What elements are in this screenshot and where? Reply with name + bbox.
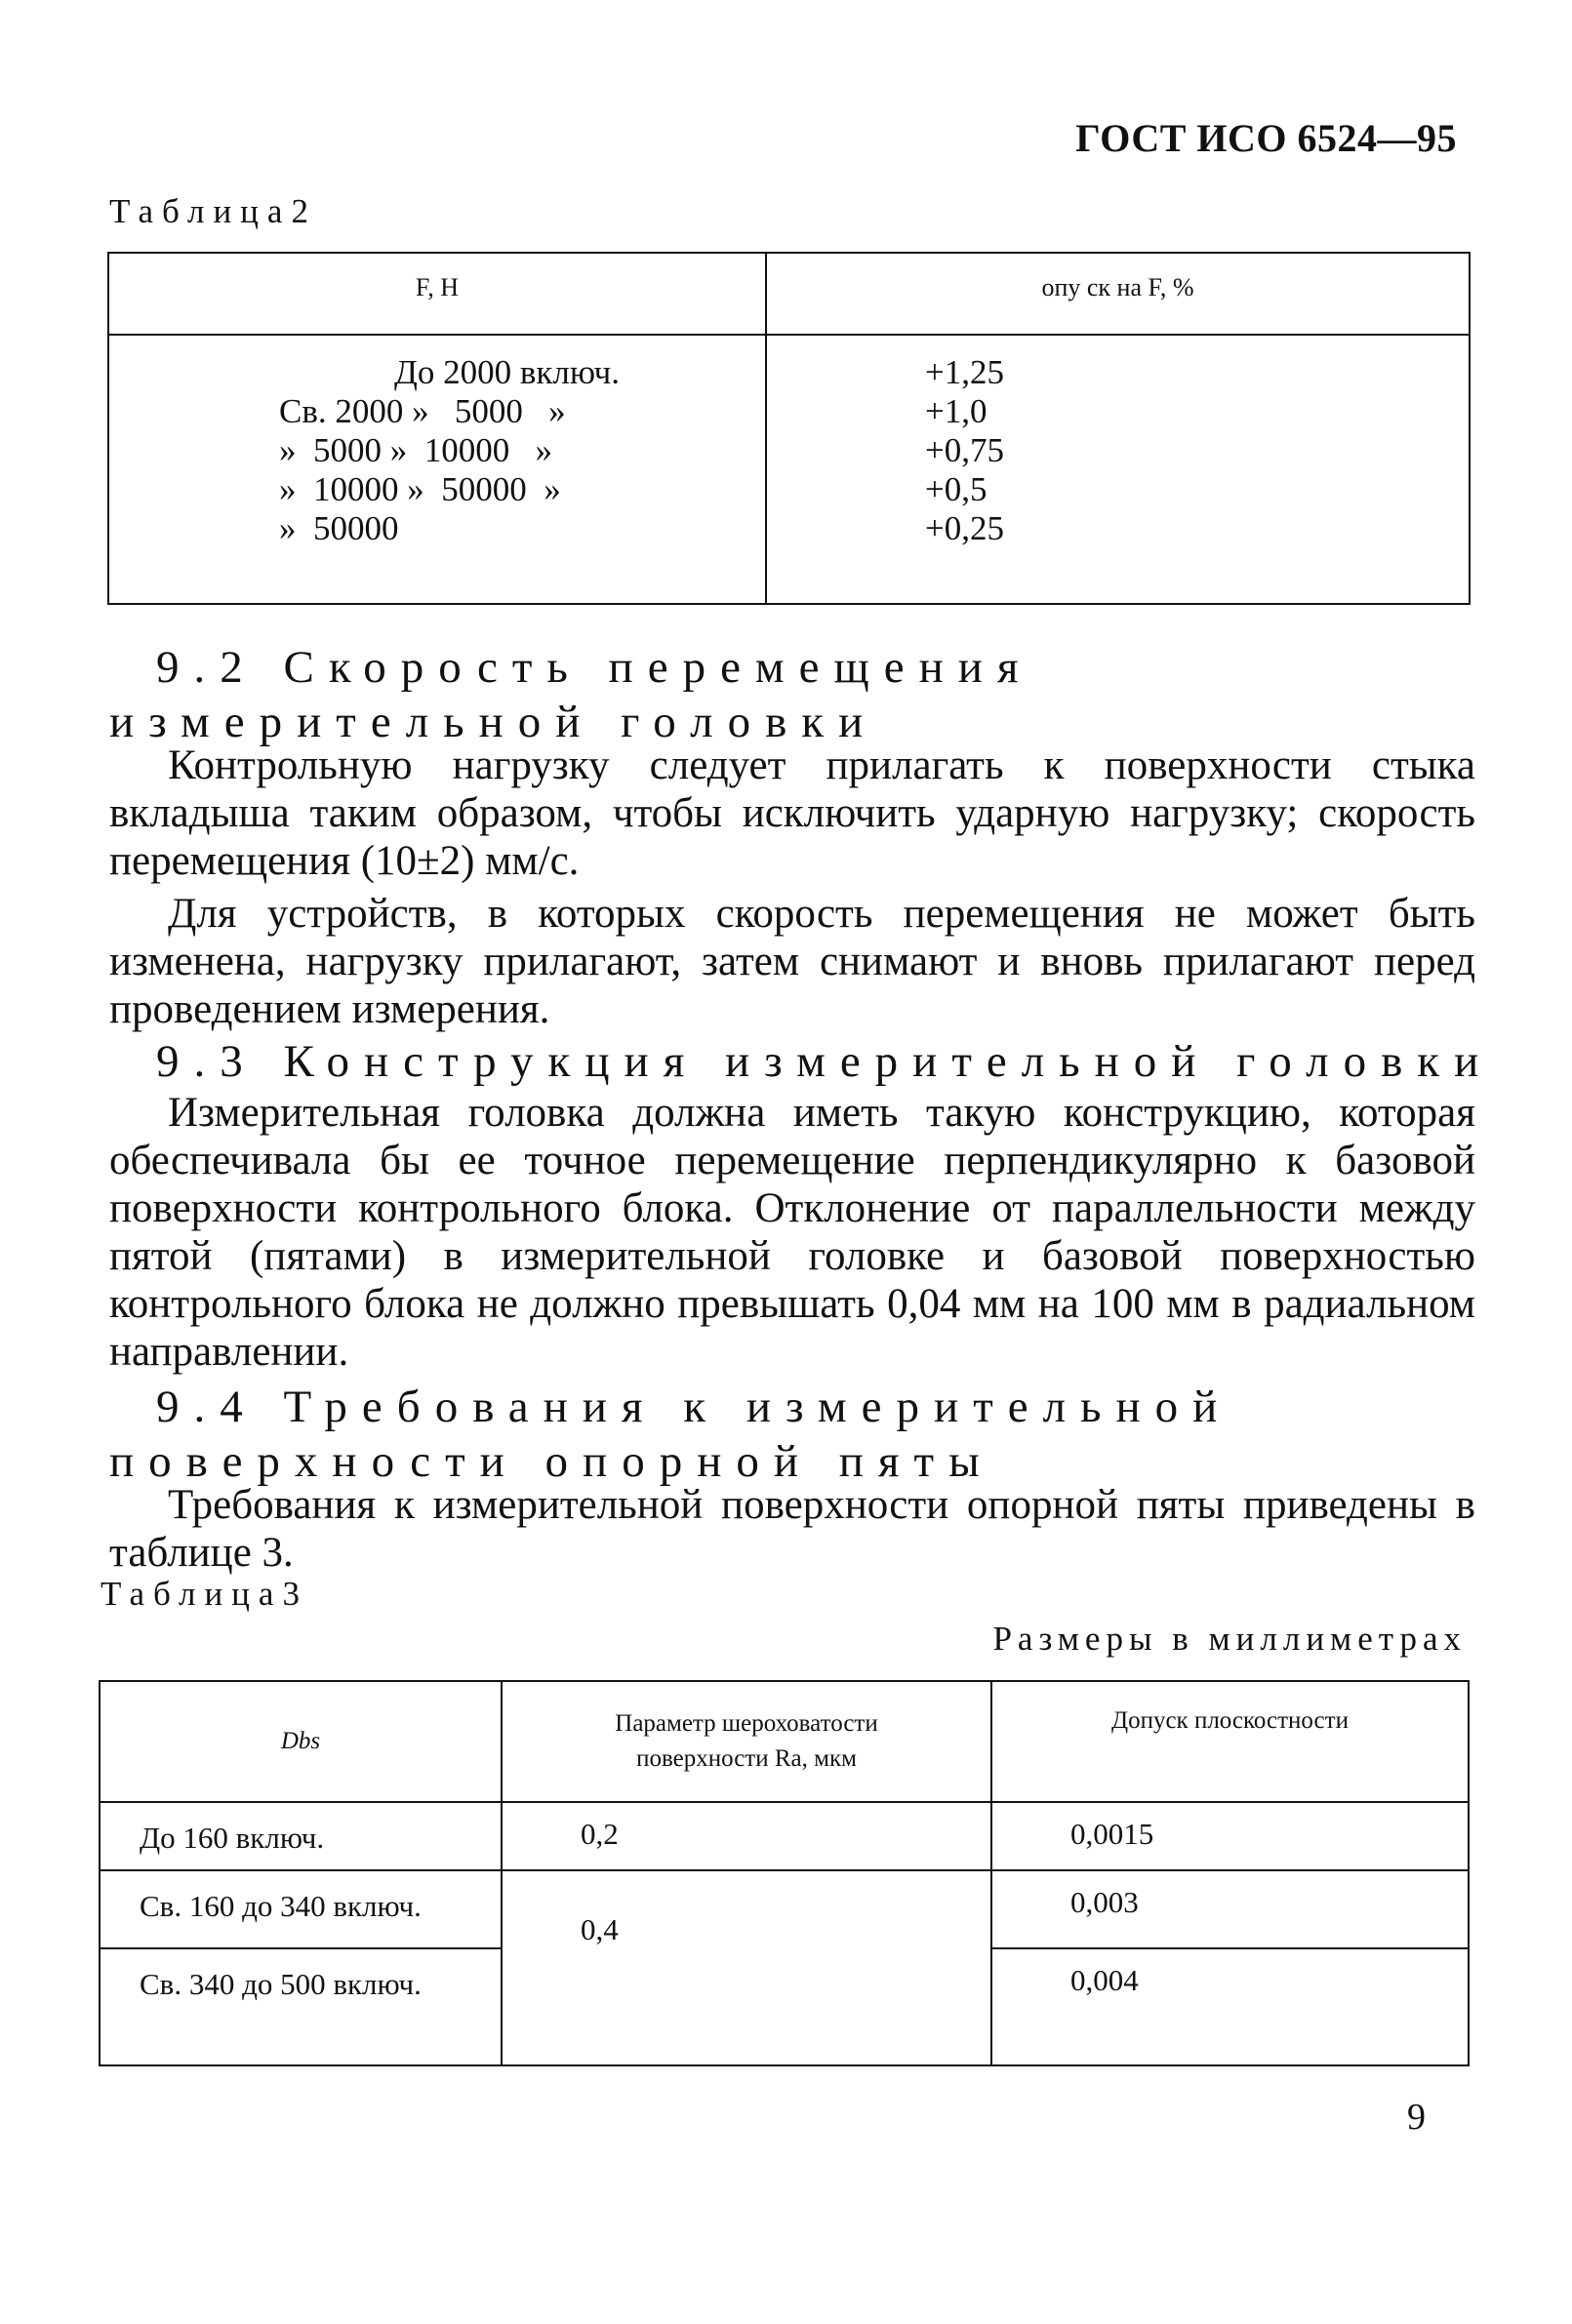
- section-9-3-heading: 9.3 Конструкция измерительной головки: [156, 1036, 1494, 1087]
- table3-cell-diameter: Св. 340 до 500 включ.: [100, 1948, 502, 2065]
- section-9-2-paragraph-1: Контрольную нагрузку следует прилагать к поверхности стыка вкладыша таким образом, чтобы исключить ударную нагрузку; скорость перемещения (10±2) мм/с.: [109, 742, 1475, 884]
- table3-cell-diameter: До 160 включ.: [100, 1802, 502, 1870]
- table3-units-note: Размеры в миллиметрах: [992, 1620, 1467, 1658]
- table3-caption: Таблица3: [101, 1575, 308, 1613]
- table3: [99, 1680, 1470, 2066]
- table2-force-row: » 50000: [279, 509, 399, 547]
- section-9-3-paragraph: Измерительная головка должна иметь такую конструкцию, которая обеспечивала бы ее точное перемещение перпендикулярно к базовой поверхности контрольного блока. Отклонение от параллельности между пятой (пятами) в измерительной головке и базовой поверхностью контрольного блока не должно превышать 0,04 мм на 100 мм в радиальном направлении.: [109, 1090, 1475, 1375]
- table3-cell-flatness: 0,003: [991, 1870, 1469, 1948]
- table3-cell-diameter: Св. 160 до 340 включ.: [100, 1870, 502, 1948]
- section-9-4-paragraph: Требования к измерительной поверхности опорной пяты приведены в таблице 3.: [109, 1482, 1475, 1576]
- table2-tolerance-row: +1,25: [925, 353, 1004, 391]
- table3-cell-roughness: 0,2: [502, 1802, 991, 1870]
- table3-cell-flatness: 0,0015: [991, 1802, 1469, 1870]
- table2-tolerance-row: +1,0: [925, 392, 988, 430]
- table2-tolerance-row: +0,75: [925, 431, 1004, 469]
- section-9-2-paragraph-2: Для устройств, в которых скорость перемещения не может быть изменена, нагрузку прилагают, затем снимают и вновь прилагают перед проведением измерения.: [109, 891, 1475, 1032]
- table2-header-force: F, Н: [108, 253, 766, 335]
- table3-header-flatness: Допуск плоскостности: [991, 1681, 1469, 1802]
- table2-force-row: » 10000 » 50000 »: [279, 470, 561, 508]
- table2-force-row: Св. 2000 » 5000 »: [279, 392, 566, 430]
- table2-force-row: До 2000 включ.: [394, 353, 621, 391]
- table2-tolerance-row: +0,5: [925, 470, 988, 508]
- table3-header-roughness: Параметр шероховатости поверхности Ra, мкм: [502, 1681, 991, 1802]
- table2-caption: Таблица2: [109, 192, 317, 230]
- table2-tolerance-cell: [766, 335, 1470, 604]
- table2-force-row: » 5000 » 10000 »: [279, 431, 552, 469]
- table2-tolerance-row: +0,25: [925, 509, 1004, 547]
- table3-header-diameter: Dbs: [100, 1681, 502, 1802]
- page-number: 9: [1407, 2097, 1426, 2138]
- table3-cell-flatness: 0,004: [991, 1948, 1469, 2065]
- table2-force-cell: [108, 335, 766, 604]
- section-9-2-heading: 9.2 Скорость перемещения измерительной головки: [109, 642, 1033, 747]
- section-9-4-heading: 9.4 Требования к измерительной поверхности опорной пяты: [109, 1382, 1232, 1487]
- document-id: ГОСТ ИСО 6524—95: [1075, 116, 1457, 160]
- table2-header-tolerance: опу ск на F, %: [766, 253, 1470, 335]
- table2: [107, 252, 1471, 605]
- table3-cell-roughness: 0,4: [502, 1870, 991, 2065]
